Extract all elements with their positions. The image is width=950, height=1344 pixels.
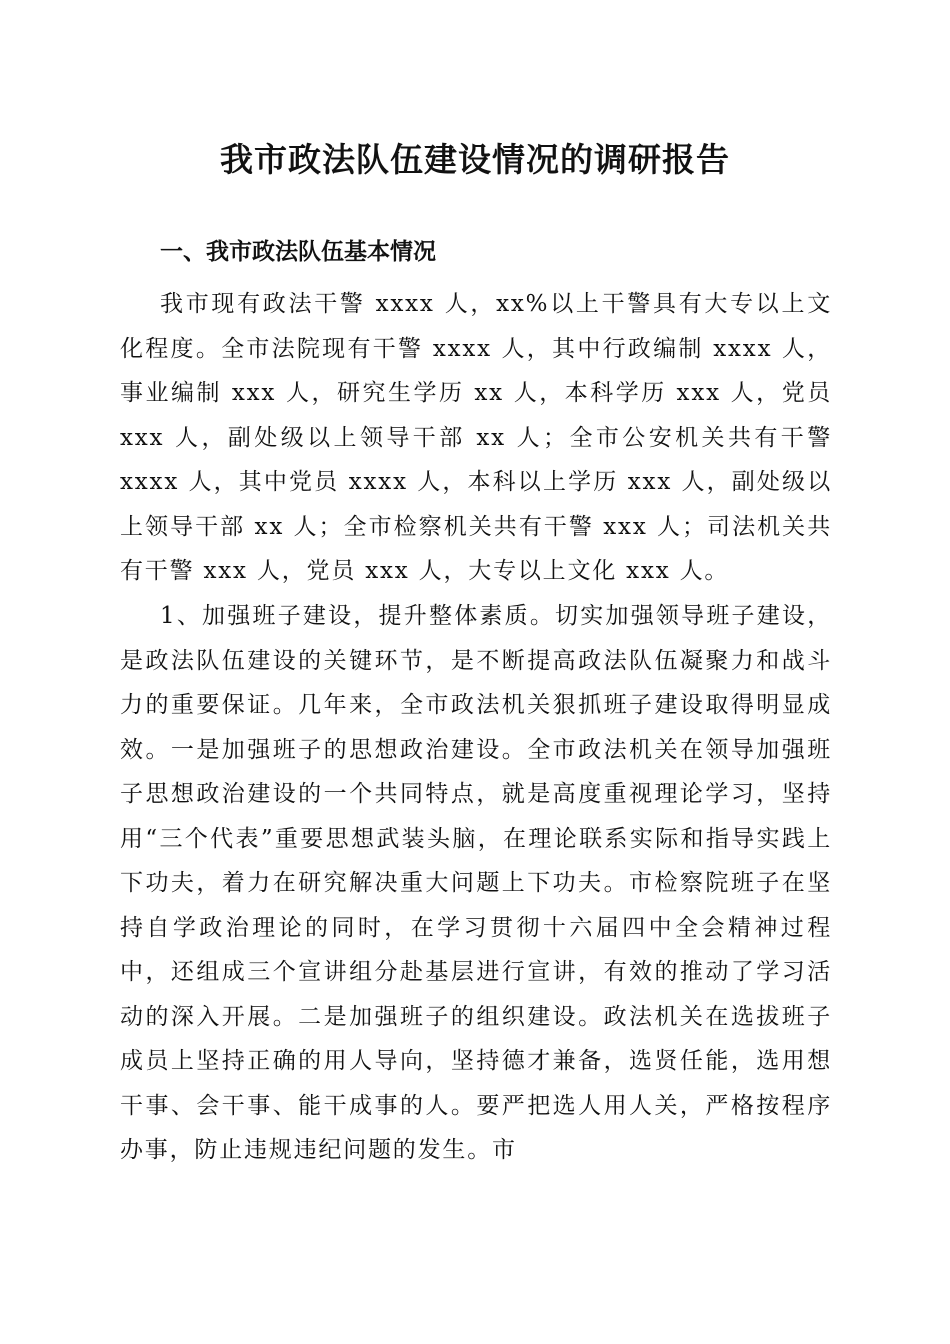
section-heading: 一、我市政法队伍基本情况 [160,239,436,265]
body-paragraph: 1、加强班子建设，提升整体素质。切实加强领导班子建设，是政法队伍建设的关键环节，是不断提高政法队伍凝聚力和战斗力的重要保证。几年来，全市政法机关狠抓班子建设取得明显成效。一是加强班子的思想政治建设。全市政法机关在领导加强班子思想政治建设的一个共同特点，就是高度重视理论学习，坚持用“三个代表”重要思想武装头脑，在理论联系实际和指导实践上下功夫，着力在研究解决重大问题上下功夫。市检察院班子在坚持自学政治理论的同时，在学习贯彻十六届四中全会精神过程中，还组成三个宣讲组分赴基层进行宣讲，有效的推动了学习活动的深入开展。二是加强班子的组织建设。政法机关在选拔班子成员上坚持正确的用人导向，坚持德才兼备，选贤任能，选用想干事、会干事、能干成事的人。要严把选人用人关，严格按程序办事，防止违规违纪问题的发生。市 [120,603,832,1163]
document-title: 我市政法队伍建设情况的调研报告 [220,140,730,179]
body-paragraph: 我市现有政法干警 xxxx 人，xx%以上干警具有大专以上文化程度。全市法院现有干警 xxxx 人，其中行政编制 xxxx 人，事业编制 xxx 人，研究生学历 xx 人，本科学历 xxx 人，党员 xxx 人，副处级以上领导干部 xx 人；全市公安机关共有干警 xxxx 人，其中党员 xxxx 人，本科以上学历 xxx 人，副处级以上领导干部 xx 人；全市检察机关共有干警 xxx 人；司法机关共有干警 xxx 人，党员 xxx 人，大专以上文化 xxx 人。 [120,291,832,584]
